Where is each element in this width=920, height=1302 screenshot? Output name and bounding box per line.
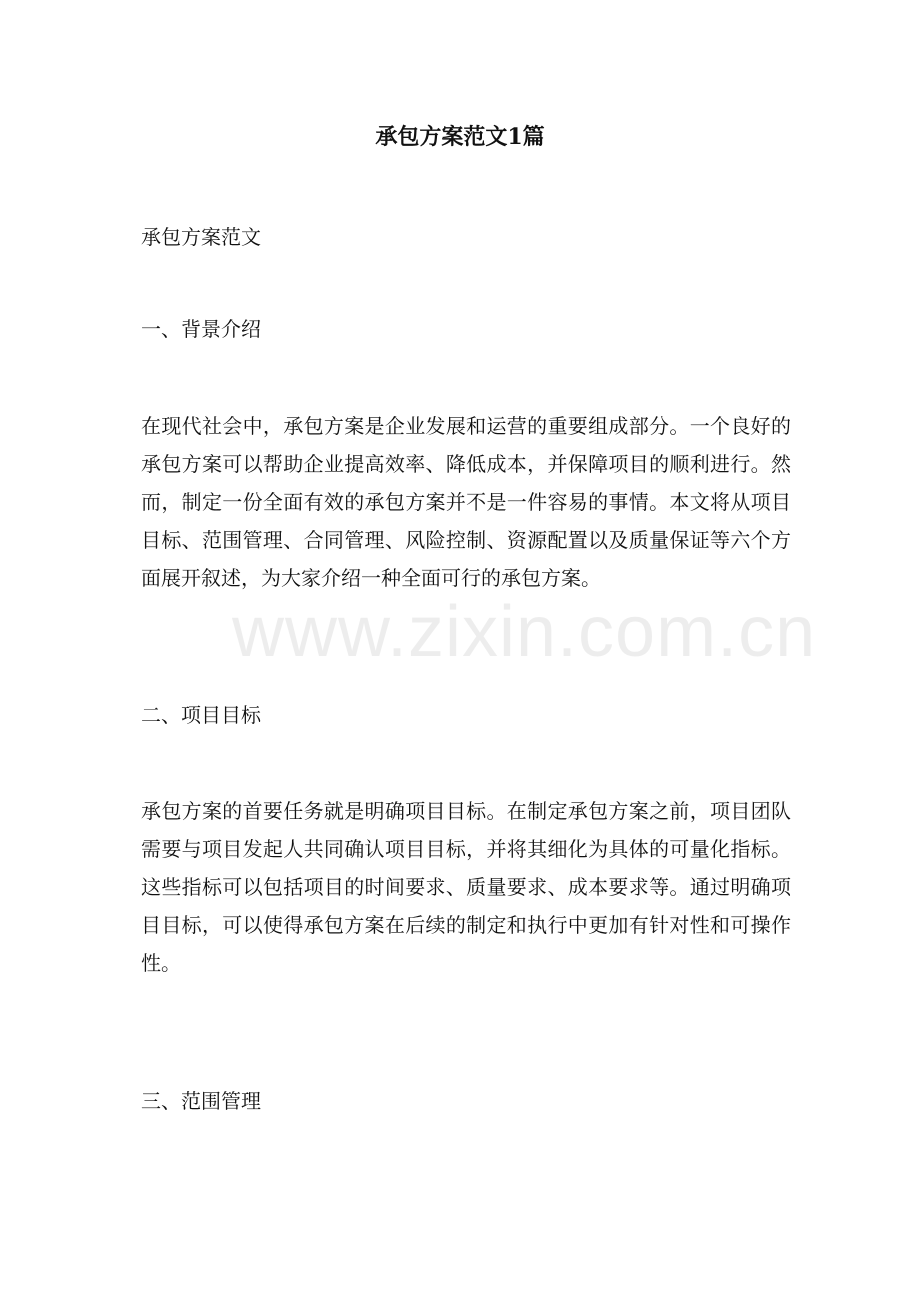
section-heading-background: 一、背景介绍 [141, 317, 261, 341]
document-subtitle: 承包方案范文 [141, 225, 261, 249]
section-paragraph-project-goals: 承包方案的首要任务就是明确项目目标。在制定承包方案之前，项目团队需要与项目发起人共同确认项目目标，并将其细化为具体的可量化指标。这些指标可以包括项目的时间要求、质量要求、成本要求等。通过明确项目目标，可以使得承包方案在后续的制定和执行中更加有针对性和可操作性。 [141, 799, 791, 975]
watermark: www.zixin.com.cn [232, 592, 817, 672]
section-heading-project-goals: 二、项目目标 [141, 703, 261, 727]
section-heading-scope-management: 三、范围管理 [141, 1089, 261, 1113]
document-title: 承包方案范文1篇 [375, 124, 545, 150]
section-paragraph-background: 在现代社会中，承包方案是企业发展和运营的重要组成部分。一个良好的承包方案可以帮助企业提高效率、降低成本，并保障项目的顺利进行。然而，制定一份全面有效的承包方案并不是一件容易的事情。本文将从项目目标、范围管理、合同管理、风险控制、资源配置以及质量保证等六个方面展开叙述，为大家介绍一种全面可行的承包方案。 [141, 414, 791, 590]
